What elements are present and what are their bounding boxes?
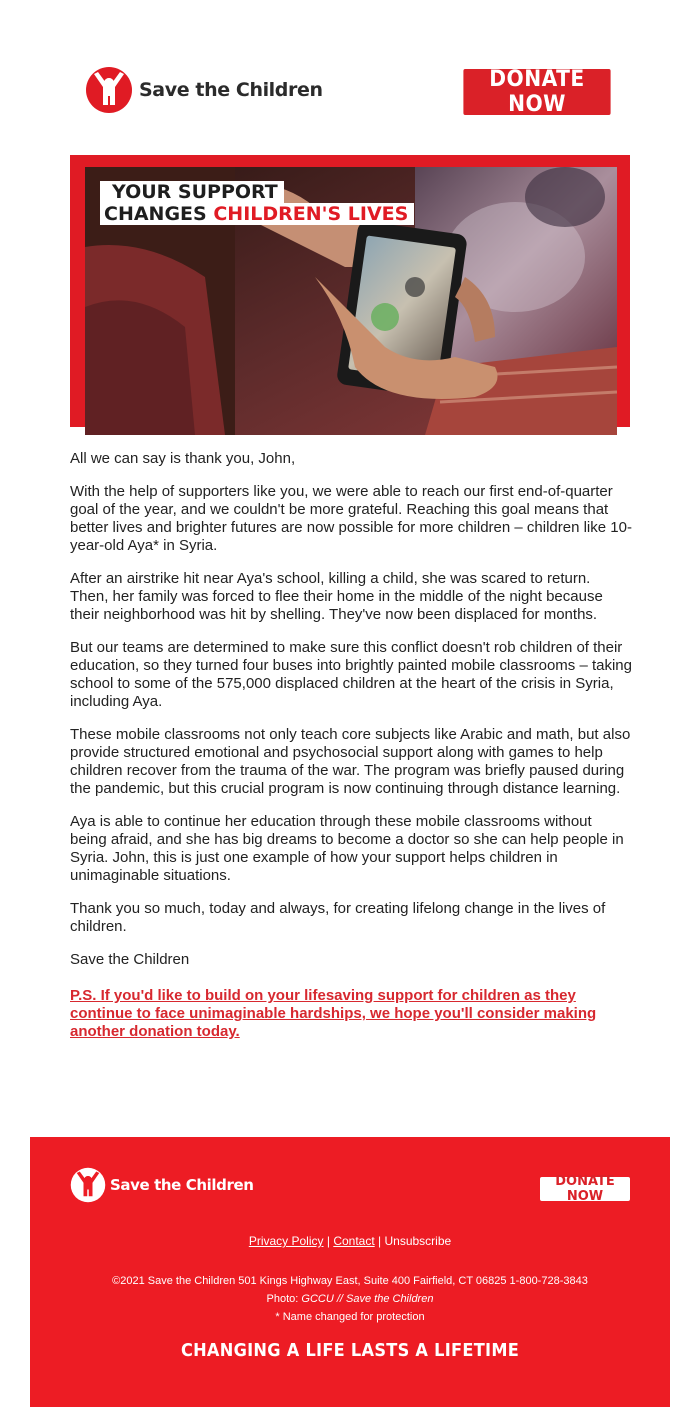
donate-now-button[interactable]: DONATE NOW	[463, 69, 610, 115]
footer-info	[30, 1272, 670, 1326]
letter-body	[70, 450, 632, 1041]
footer-address: ©2021 Save the Children 501 Kings Highway East, Suite 400 Fairfield, CT 06825 1-800-728-3843	[112, 1275, 588, 1287]
logo-text: Save the Children	[139, 79, 323, 101]
footer-donate-button[interactable]: DONATE NOW	[540, 1177, 630, 1201]
hero-title-line1: YOUR SUPPORT	[100, 181, 284, 203]
photo-credit: GCCU // Save the Children	[301, 1293, 434, 1305]
footer-tagline: CHANGING A LIFE LASTS A LIFETIME	[180, 1340, 520, 1361]
hero-headline	[100, 181, 414, 225]
brand-logo[interactable]	[85, 66, 323, 114]
footer-logo-text: Save the Children	[110, 1176, 254, 1194]
privacy-policy-link[interactable]: Privacy Policy	[248, 1234, 324, 1248]
ps-donation-link[interactable]: P.S. If you'd like to build on your lifesaving support for children as they continue to face unimaginable hardships, we hope you'll consider making another donation today.	[70, 987, 597, 1040]
hero-title-highlight: CHILDREN'S LIVES	[213, 203, 409, 225]
greeting: All we can say is thank you, John,	[70, 450, 296, 467]
hero-title-line2	[100, 203, 414, 225]
link-separator: |	[378, 1234, 382, 1248]
paragraph: Aya is able to continue her education through these mobile classrooms without being afraid, and she has big dreams to become a doctor so she can help people in Syria. John, this is just one example of how your support helps children in unimaginable situations.	[70, 813, 624, 884]
paragraph: After an airstrike hit near Aya's school, killing a child, she was scared to return. Then, her family was forced to flee their home in the middle of the night because their neighborhood was hit by shelling. They've now been displaced for months.	[70, 570, 603, 623]
link-separator: |	[326, 1234, 330, 1248]
paragraph: These mobile classrooms not only teach core subjects like Arabic and math, but also provide structured emotional and psychosocial support along with games to help children recover from the trauma of the war. The program was briefly paused during the pandemic, but this crucial program is now continuing through distance learning.	[70, 726, 631, 797]
paragraph: But our teams are determined to make sure this conflict doesn't rob children of their education, so they turned four buses into brightly painted mobile classrooms – taking school to some of the 575,000 displaced children at the heart of the crisis in Syria, including Aya.	[70, 639, 632, 710]
photo-credit-line	[30, 1290, 670, 1308]
contact-link[interactable]: Contact	[333, 1234, 375, 1248]
paragraph: With the help of supporters like you, we were able to reach our first end-of-quarter goal of the year, and we couldn't be more grateful. Reaching this goal means that better lives and brighter futures are now possible for more children – children like 10-year-old Aya* in Syria.	[70, 483, 632, 554]
name-change-note: * Name changed for protection	[275, 1311, 425, 1323]
photo-prefix: Photo:	[266, 1293, 299, 1305]
email-footer	[30, 1137, 670, 1407]
child-figure-icon	[85, 66, 133, 114]
signature: Save the Children	[70, 951, 190, 968]
footer-links	[30, 1234, 670, 1248]
hero-title-changes: CHANGES	[104, 203, 207, 225]
paragraph: Thank you so much, today and always, for creating lifelong change in the lives of children.	[70, 900, 606, 935]
child-figure-icon	[70, 1167, 106, 1203]
unsubscribe-link[interactable]: Unsubscribe	[384, 1234, 452, 1248]
email-header	[0, 0, 700, 150]
footer-logo[interactable]	[70, 1167, 254, 1203]
